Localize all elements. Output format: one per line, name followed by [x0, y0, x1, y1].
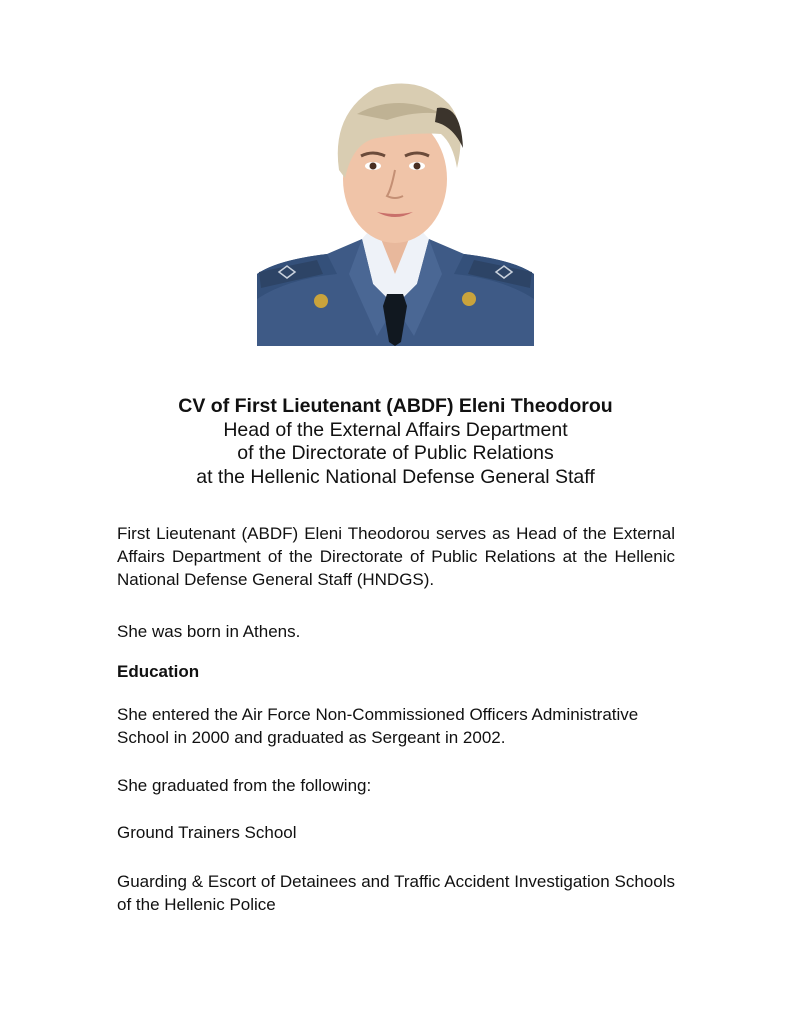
- education-paragraph-4: Guarding & Escort of Detainees and Traffic Accident Investigation Schools of the Hellenic Police: [117, 872, 675, 914]
- intro-paragraph: First Lieutenant (ABDF) Eleni Theodorou serves as Head of the External Affairs Department of the Directorate of Public Relations at the Hellenic National Defense General Staff (HNDGS).: [117, 524, 675, 589]
- position-line-2: of the Directorate of Public Relations: [237, 442, 554, 464]
- position-line-3: at the Hellenic National Defense General Staff: [196, 465, 595, 488]
- position-line-1: Head of the External Affairs Department: [223, 418, 568, 441]
- cv-header: [100, 395, 691, 489]
- cv-title: CV of First Lieutenant (ABDF) Eleni Theodorou: [178, 395, 613, 417]
- education-paragraph-3: Ground Trainers School: [117, 823, 297, 842]
- education-heading: Education: [117, 662, 200, 681]
- portrait-photo: [257, 74, 534, 346]
- education-paragraph-2: She graduated from the following:: [117, 776, 372, 795]
- education-paragraph-1: She entered the Air Force Non-Commissioned Officers Administrative School in 2000 and graduated as Sergeant in 2002.: [117, 705, 639, 747]
- birthplace-paragraph: She was born in Athens.: [117, 622, 301, 641]
